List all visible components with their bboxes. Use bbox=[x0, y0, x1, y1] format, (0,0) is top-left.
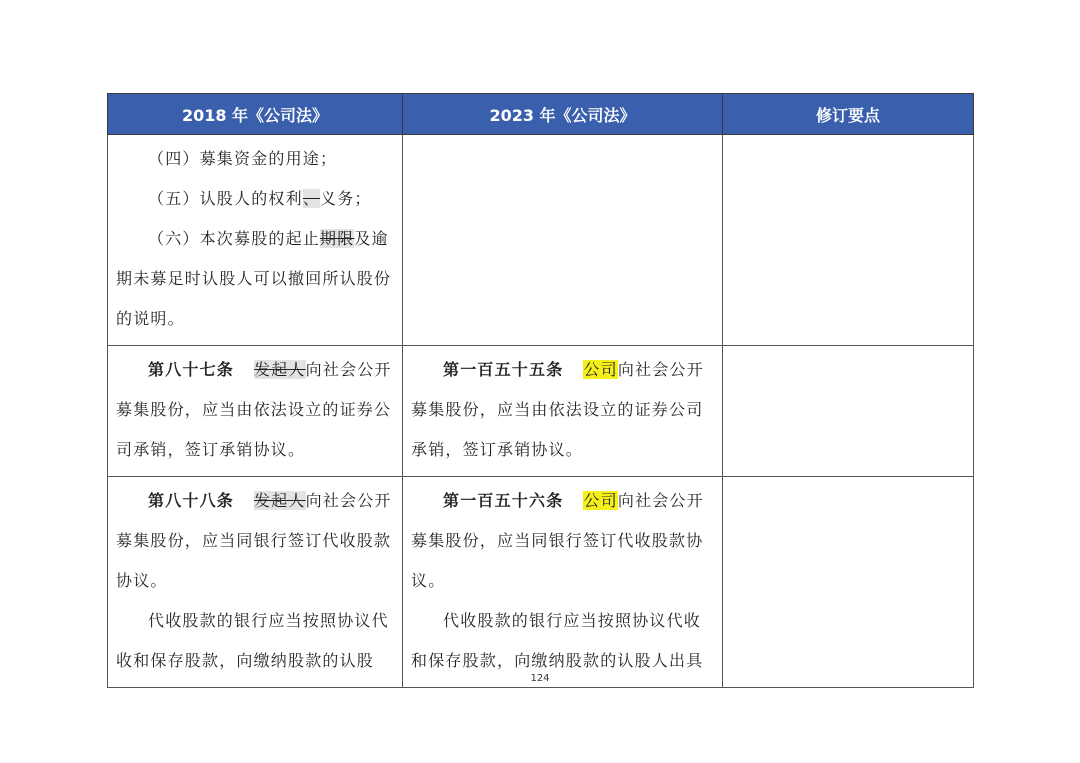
article-text: 向社会公开募集股份，应当同银行签订代收股款协议。 bbox=[411, 491, 704, 590]
item-5-text-end: 义务； bbox=[320, 189, 372, 208]
highlighted-text: 公司 bbox=[583, 360, 618, 379]
cell-revision bbox=[723, 135, 974, 346]
item-6-text: （六）本次募股的起止 bbox=[148, 229, 321, 248]
item-6 bbox=[116, 219, 396, 339]
cell-revision bbox=[723, 346, 974, 477]
article-text: 向社会公开募集股份，应当由依法设立的证券公司承销，签订承销协议。 bbox=[116, 360, 392, 459]
table-row bbox=[108, 477, 974, 688]
header-2023: 2023 年《公司法》 bbox=[403, 94, 723, 135]
article-paragraph bbox=[116, 481, 396, 601]
item-5 bbox=[116, 179, 396, 219]
deleted-text: 期限 bbox=[320, 229, 355, 248]
article-paragraph-2: 代收股款的银行应当按照协议代收和保存股款，向缴纳股款的认股 bbox=[116, 611, 389, 670]
table-row bbox=[108, 135, 974, 346]
deleted-text: 发起人 bbox=[254, 360, 306, 379]
article-text: 向社会公开募集股份，应当同银行签订代收股款协议。 bbox=[116, 491, 392, 590]
page-number: 124 bbox=[530, 673, 550, 684]
header-row bbox=[108, 94, 974, 135]
highlighted-text: 公司 bbox=[583, 491, 618, 510]
article-paragraph bbox=[411, 350, 716, 470]
header-revision-points: 修订要点 bbox=[723, 94, 974, 135]
article-number: 第一百五十五条 bbox=[443, 360, 564, 379]
article-paragraph bbox=[116, 350, 396, 470]
cell-2023 bbox=[403, 477, 723, 688]
item-5-text: （五）认股人的权利 bbox=[148, 189, 303, 208]
cell-2023 bbox=[403, 135, 723, 346]
header-2018: 2018 年《公司法》 bbox=[108, 94, 403, 135]
cell-2023 bbox=[403, 346, 723, 477]
article-paragraph-2: 代收股款的银行应当按照协议代收和保存股款，向缴纳股款的认股人出具 bbox=[411, 611, 704, 670]
article-paragraph bbox=[411, 481, 716, 601]
table-row bbox=[108, 346, 974, 477]
cell-2018 bbox=[108, 135, 403, 346]
article-number: 第一百五十六条 bbox=[443, 491, 564, 510]
cell-2018 bbox=[108, 346, 403, 477]
deleted-text: 、 bbox=[302, 189, 321, 208]
article-text: 向社会公开募集股份，应当由依法设立的证券公司承销，签订承销协议。 bbox=[411, 360, 704, 459]
article-number: 第八十八条 bbox=[148, 491, 235, 510]
item-4: （四）募集资金的用途； bbox=[148, 149, 338, 168]
item-6-text-end: 及逾期未募足时认股人可以撤回所认股份的说明。 bbox=[116, 229, 392, 328]
deleted-text: 发起人 bbox=[254, 491, 306, 510]
cell-revision bbox=[723, 477, 974, 688]
cell-2018 bbox=[108, 477, 403, 688]
article-number: 第八十七条 bbox=[148, 360, 235, 379]
comparison-table bbox=[107, 93, 974, 688]
